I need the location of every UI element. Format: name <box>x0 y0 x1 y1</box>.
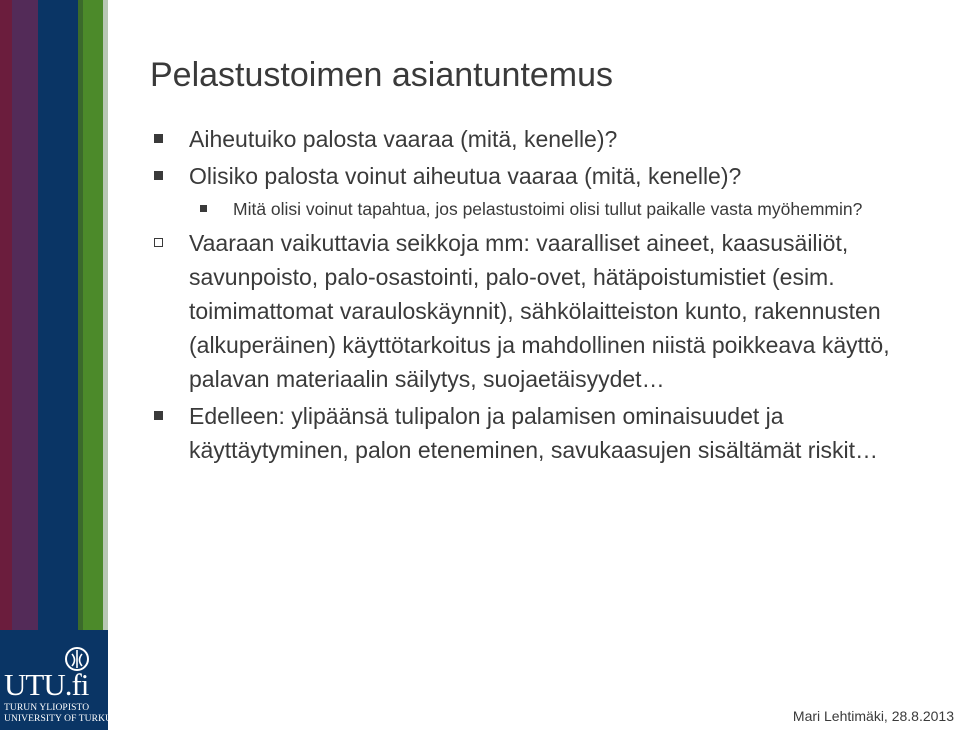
stripe-2 <box>12 0 38 730</box>
sub-bullet-item <box>200 196 893 222</box>
slide-title: Pelastustoimen asiantuntemus <box>150 56 614 94</box>
square-bullet-icon <box>200 205 207 212</box>
square-bullet-icon <box>154 411 163 420</box>
footer-author-date: Mari Lehtimäki, 28.8.2013 <box>792 708 954 724</box>
stripe-6 <box>103 0 108 730</box>
hollow-square-bullet-icon <box>154 238 163 247</box>
bullet-text: Aiheutuiko palosta vaaraa (mitä, kenelle)? <box>189 126 618 152</box>
bullet-item-1 <box>150 122 940 156</box>
logo-line-1: TURUN YLIOPISTO <box>4 703 90 713</box>
bullet-text: Vaaraan vaikuttavia seikkoja mm: vaaralliset aineet, kaasusäiliöt, savunpoisto, palo-osastointi, palo-ovet, hätäpoistumistiet (esim. toimimattomat varauloskäynnit), sähkölaitteiston kunto, rakennusten (alkuperäinen) käyttötarkoitus ja mahdollinen niistä poikkeava käyttö, palavan materiaalin säilytys, suojaetäisyydet… <box>189 230 890 392</box>
bullet-list <box>150 122 940 470</box>
bullet-item-2 <box>150 159 940 193</box>
bullet-text: Edelleen: ylipäänsä tulipalon ja palamisen ominaisuudet ja käyttäytyminen, palon eteneminen, savukaasujen sisältämät riskit… <box>189 403 879 463</box>
bullet-item-3 <box>150 226 940 396</box>
logo-line-2: UNIVERSITY OF TURKU <box>4 714 112 724</box>
sub-bullet-text: Mitä olisi voinut tapahtua, jos pelastustoimi olisi tullut paikalle vasta myöhemmin? <box>233 199 863 219</box>
square-bullet-icon <box>154 134 163 143</box>
square-bullet-icon <box>154 171 163 180</box>
bullet-text: Olisiko palosta voinut aiheutua vaaraa (mitä, kenelle)? <box>189 163 742 189</box>
stripe-5 <box>83 0 103 730</box>
logo-wordmark: UTU.fi <box>4 667 89 702</box>
stripe-1 <box>0 0 12 730</box>
left-color-stripes <box>0 0 112 730</box>
bullet-item-4 <box>150 399 940 467</box>
stripe-3 <box>38 0 78 730</box>
